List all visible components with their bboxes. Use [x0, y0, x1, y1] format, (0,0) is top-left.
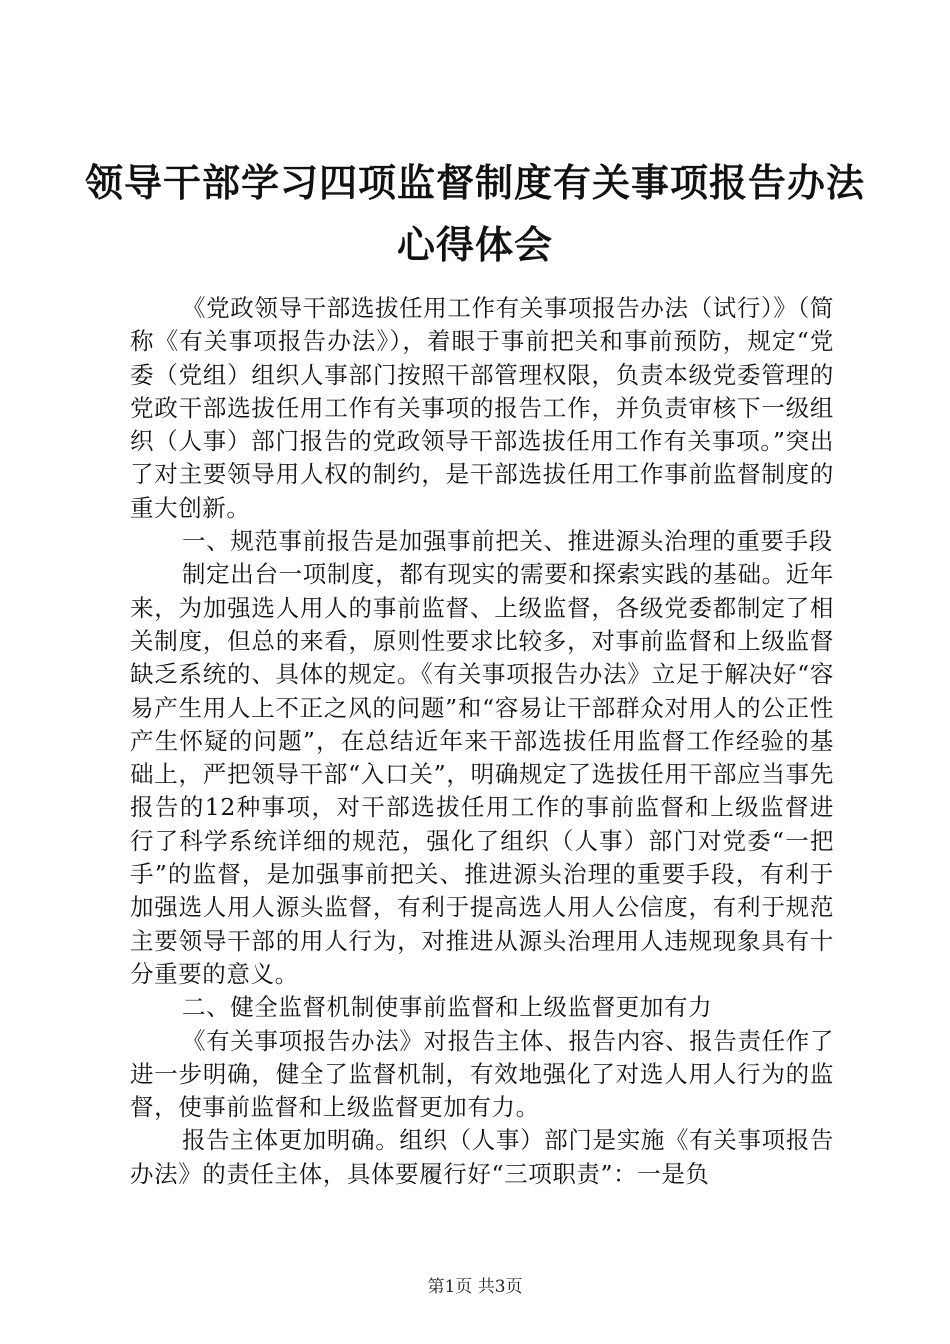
document-body: [130, 292, 834, 1191]
page-footer: 第1页 共3页: [427, 1277, 523, 1297]
section-1-paragraph: 制定出台一项制度，都有现实的需要和探索实践的基础。近年来，为加强选人用人的事前监督、上级监督，各级党委都制定了相关制度，但总的来看，原则性要求比较多，对事前监督和上级监督缺乏系统的、具体的规定。《有关事项报告办法》立足于解决好“容易产生用人上不正之风的问题”和“容易让干部群众对用人的公正性产生怀疑的问题”，在总结近年来干部选拔任用监督工作经验的基础上，严把领导干部“入口关”，明确规定了选拔任用干部应当事先报告的12种事项，对干部选拔任用工作的事前监督和上级监督进行了科学系统详细的规范，强化了组织（人事）部门对党委“一把手”的监督，是加强事前把关、推进源头治理的重要手段，有利于加强选人用人源头监督，有利于提高选人用人公信度，有利于规范主要领导干部的用人行为，对推进从源头治理用人违规现象具有十分重要的意义。: [130, 560, 834, 988]
section-heading-2: 二、健全监督机制使事前监督和上级监督更加有力: [182, 993, 713, 1022]
intro-paragraph: 《党政领导干部选拔任用工作有关事项报告办法（试行）》（简称《有关事项报告办法》），着眼于事前把关和事前预防，规定“党委（党组）组织人事部门按照干部管理权限，负责本级党委管理的党政干部选拔任用工作有关事项的报告工作，并负责审核下一级组织（人事）部门报告的党政领导干部选拔任用工作有关事项。”突出了对主要领导用人权的制约，是干部选拔任用工作事前监督制度的重大创新。: [130, 294, 834, 522]
document-title-line-1: 领导干部学习四项监督制度有关事项报告办法: [84, 160, 865, 205]
document-title-line-2: 心得体会: [396, 222, 553, 267]
section-2-subparagraph: 报告主体更加明确。组织（人事）部门是实施《有关事项报告办法》的责任主体，具体要履行好“三项职责”：一是负: [130, 1126, 834, 1188]
section-2-paragraph: 《有关事项报告办法》对报告主体、报告内容、报告责任作了进一步明确，健全了监督机制，有效地强化了对选人用人行为的监督，使事前监督和上级监督更加有力。: [130, 1026, 834, 1122]
section-heading-1: 一、规范事前报告是加强事前把关、推进源头治理的重要手段: [182, 527, 833, 556]
